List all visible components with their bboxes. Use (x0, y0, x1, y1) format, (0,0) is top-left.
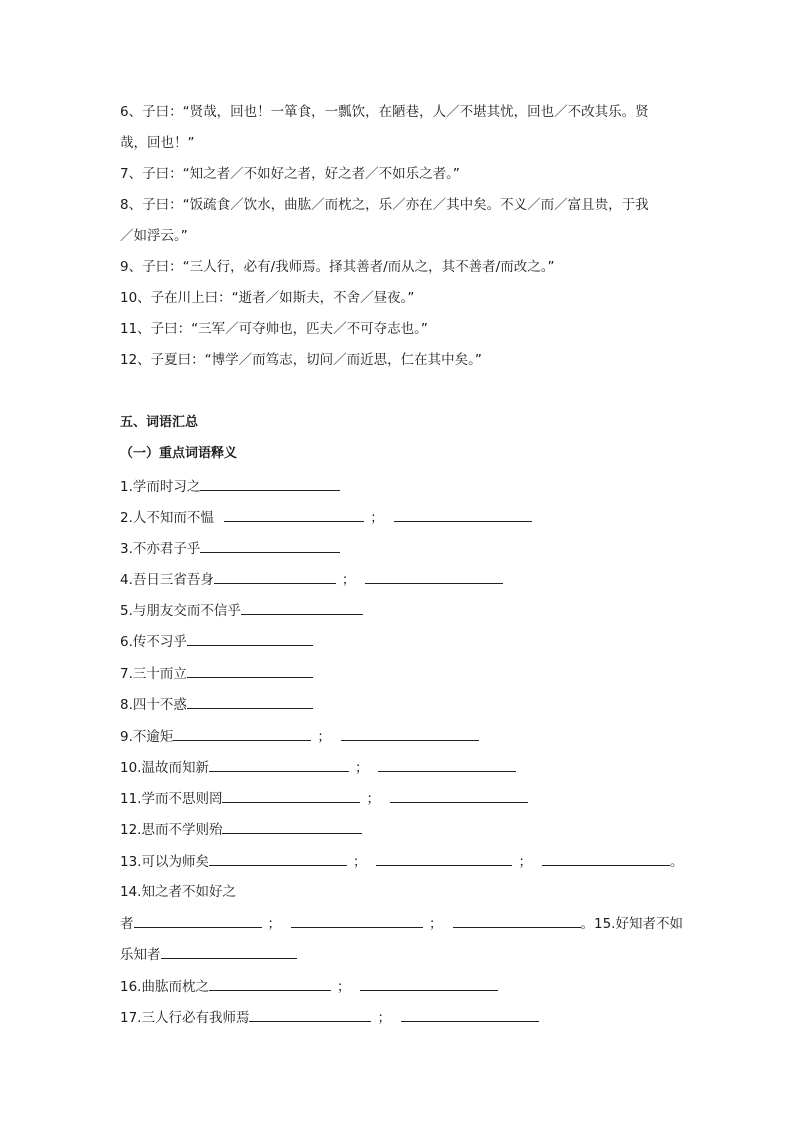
semicolon: ； (377, 1010, 391, 1026)
item-10 (120, 757, 516, 778)
quote-7: 7、子曰：“知之者／不如好之者，好之者／不如乐之者。” (120, 166, 460, 182)
item-4-text: 4.吾日三省吾身 (120, 572, 214, 588)
item-17 (120, 1007, 539, 1028)
item-12 (120, 819, 362, 840)
item-6 (120, 631, 313, 652)
answer-blank[interactable] (187, 663, 313, 678)
item-9 (120, 726, 479, 747)
answer-blank[interactable] (378, 757, 516, 772)
item-14-text: 14.知之者不如好之 (120, 884, 236, 900)
semicolon: ； (354, 760, 369, 776)
subsection-title: （一）重点词语释义 (120, 446, 238, 461)
item-14-text-end: 者 (120, 916, 134, 932)
answer-blank[interactable] (222, 788, 360, 803)
answer-blank[interactable] (222, 819, 362, 834)
answer-blank[interactable] (209, 976, 331, 991)
section-title: 五、词语汇总 (120, 415, 199, 430)
item-8-text: 8.四十不惑 (120, 697, 187, 713)
semicolon: ； (267, 916, 281, 932)
semicolon: ； (429, 916, 443, 932)
item-3-text: 3.不亦君子乎 (120, 541, 201, 557)
item-15-text: 15.好知者不如 (594, 916, 683, 932)
item-16 (120, 976, 498, 997)
semicolon: ； (341, 572, 356, 588)
semicolon: ； (518, 854, 532, 870)
answer-blank[interactable] (241, 600, 363, 615)
item-15-line-2 (120, 944, 297, 965)
quote-10: 10、子在川上曰：“逝者／如斯夫，不舍／昼夜。” (120, 290, 415, 306)
item-14-15-line (120, 913, 683, 934)
semicolon: ； (370, 510, 384, 526)
quote-11: 11、子曰：“三军／可夺帅也，匹夫／不可夺志也。” (120, 321, 428, 337)
quote-12: 12、子夏曰：“博学／而笃志，切问／而近思，仁在其中矣。” (120, 352, 482, 368)
answer-blank[interactable] (291, 913, 423, 928)
item-15-text-end: 乐知者 (120, 947, 161, 963)
quote-9: 9、子曰：“三人行，必有/我师焉。择其善者/而从之，其不善者/而改之。” (120, 259, 555, 275)
semicolon: ； (366, 791, 380, 807)
item-14-line-1 (120, 882, 236, 902)
item-1 (120, 476, 340, 497)
answer-blank[interactable] (187, 631, 313, 646)
answer-blank[interactable] (365, 569, 503, 584)
answer-blank[interactable] (390, 788, 528, 803)
item-12-text: 12.思而不学则殆 (120, 822, 223, 838)
answer-blank[interactable] (401, 1007, 539, 1022)
semicolon: ； (317, 729, 331, 745)
answer-blank[interactable] (542, 851, 670, 866)
item-3 (120, 538, 340, 559)
quote-8-line-2: ／如浮云。” (120, 228, 188, 244)
answer-blank[interactable] (209, 851, 347, 866)
item-5 (120, 600, 363, 621)
item-2-text: 2.人不知而不愠 (120, 510, 214, 526)
quote-6-line-2: 哉，回也！” (120, 135, 195, 151)
item-13 (120, 851, 683, 872)
answer-blank[interactable] (341, 726, 479, 741)
period: 。 (669, 854, 684, 870)
item-5-text: 5.与朋友交而不信乎 (120, 603, 241, 619)
item-17-text: 17.三人行必有我师焉 (120, 1010, 250, 1026)
answer-blank[interactable] (224, 507, 364, 522)
item-9-text: 9.不逾矩 (120, 729, 174, 745)
quote-6-line-1: 6、子曰：“贤哉，回也！一箪食，一瓢饮，在陋巷，人／不堪其忧，回也／不改其乐。贤 (120, 104, 649, 120)
answer-blank[interactable] (360, 976, 498, 991)
item-7-text: 7.三十而立 (120, 666, 187, 682)
item-6-text: 6.传不习乎 (120, 634, 187, 650)
answer-blank[interactable] (453, 913, 581, 928)
item-13-text: 13.可以为师矣 (120, 854, 209, 870)
answer-blank[interactable] (200, 476, 340, 491)
answer-blank[interactable] (161, 944, 297, 959)
answer-blank[interactable] (214, 569, 336, 584)
answer-blank[interactable] (200, 538, 340, 553)
item-16-text: 16.曲肱而枕之 (120, 979, 209, 995)
item-8 (120, 694, 313, 715)
semicolon: ； (352, 854, 367, 870)
answer-blank[interactable] (249, 1007, 371, 1022)
period: 。 (580, 916, 594, 932)
semicolon: ； (336, 979, 351, 995)
item-7 (120, 663, 313, 684)
answer-blank[interactable] (376, 851, 512, 866)
item-10-text: 10.温故而知新 (120, 760, 209, 776)
item-2 (120, 507, 532, 528)
item-4 (120, 569, 503, 590)
answer-blank[interactable] (173, 726, 311, 741)
item-1-text: 1.学而时习之 (120, 479, 201, 495)
item-11-text: 11.学而不思则罔 (120, 791, 223, 807)
answer-blank[interactable] (134, 913, 262, 928)
item-11 (120, 788, 528, 809)
quote-8-line-1: 8、子曰：“饭疏食／饮水，曲肱／而枕之，乐／亦在／其中矣。不义／而／富且贵，于我 (120, 197, 649, 213)
answer-blank[interactable] (394, 507, 532, 522)
answer-blank[interactable] (209, 757, 349, 772)
answer-blank[interactable] (187, 694, 313, 709)
